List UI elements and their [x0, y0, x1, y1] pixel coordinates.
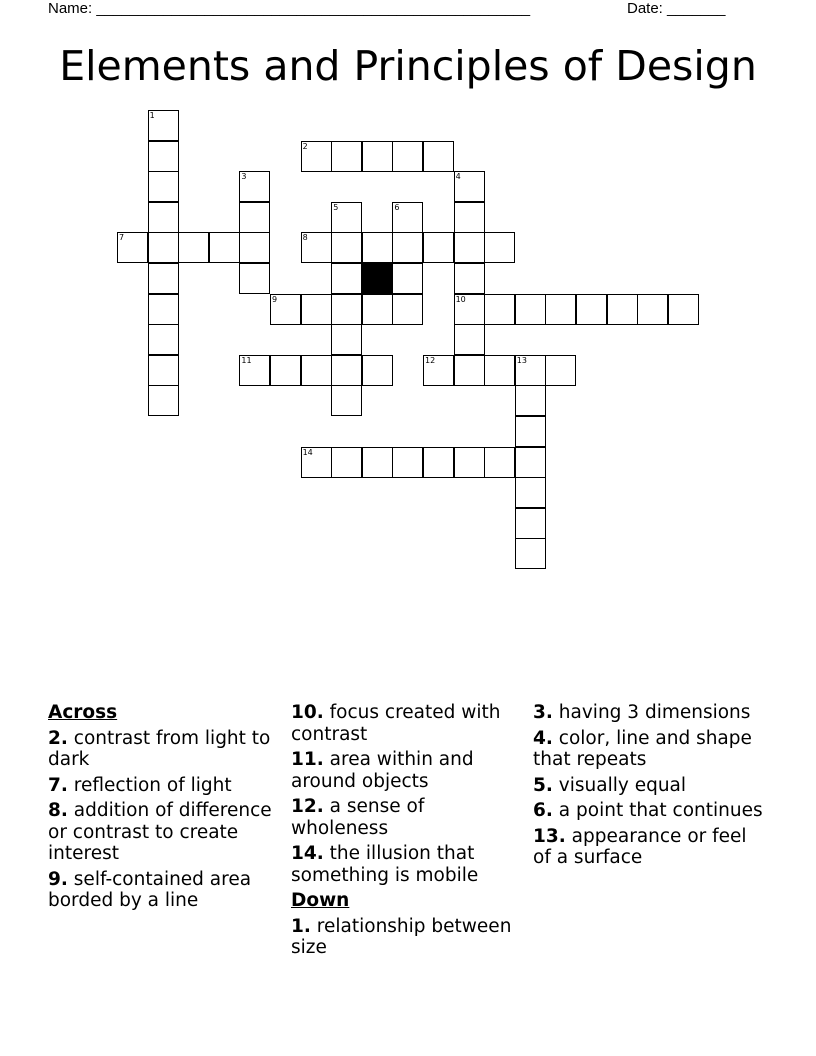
crossword-cell[interactable]	[637, 294, 668, 325]
crossword-cell[interactable]	[515, 508, 546, 539]
cell-number: 3	[241, 172, 247, 182]
crossword-cell[interactable]	[239, 355, 270, 386]
crossword-cell[interactable]	[423, 232, 454, 263]
crossword-cell[interactable]	[392, 263, 423, 294]
clue-text: appearance or feel of a surface	[533, 825, 747, 868]
black-square	[362, 263, 393, 294]
page-title: Elements and Principles of Design	[59, 42, 757, 90]
crossword-cell[interactable]	[331, 263, 362, 294]
crossword-cell[interactable]	[454, 263, 485, 294]
clue-number: 5.	[533, 774, 553, 796]
crossword-cell[interactable]	[454, 324, 485, 355]
clue-text: a point that continues	[558, 800, 763, 821]
name-line: Name: ____________________________________________________	[48, 0, 531, 17]
clue-down-1	[291, 916, 527, 959]
crossword-cell[interactable]	[331, 294, 362, 325]
crossword-cell[interactable]	[239, 232, 270, 263]
crossword-cell[interactable]	[515, 355, 546, 386]
clue-down-5	[533, 775, 769, 797]
cell-number: 12	[425, 355, 436, 365]
crossword-cell[interactable]	[362, 447, 393, 478]
crossword-cell[interactable]	[423, 447, 454, 478]
crossword-cell[interactable]	[148, 232, 179, 263]
crossword-cell[interactable]	[392, 447, 423, 478]
clue-number: 12.	[291, 796, 324, 817]
crossword-cell[interactable]	[331, 232, 362, 263]
cell-number: 1	[149, 111, 155, 120]
crossword-cell[interactable]	[392, 232, 423, 263]
crossword-cell[interactable]	[392, 141, 423, 172]
clue-number: 4.	[533, 727, 553, 749]
crossword-cell[interactable]	[331, 355, 362, 386]
clue-across-2	[48, 728, 284, 771]
crossword-cell[interactable]	[178, 232, 209, 263]
across-heading: Across	[48, 702, 118, 723]
clue-number: 10.	[291, 702, 324, 723]
crossword-cell[interactable]	[515, 385, 546, 416]
cell-number: 13	[516, 355, 527, 365]
cell-number: 10	[455, 294, 466, 304]
crossword-cell[interactable]	[515, 538, 546, 569]
clue-across-14	[291, 843, 527, 886]
date-line: Date: _______	[627, 0, 726, 17]
clue-number: 14.	[291, 843, 324, 864]
clues-column-3	[533, 702, 769, 873]
crossword-cell[interactable]	[331, 324, 362, 355]
clues-column-2	[291, 702, 527, 963]
crossword-cell[interactable]	[301, 355, 332, 386]
crossword-cell[interactable]	[423, 141, 454, 172]
down-heading: Down	[291, 890, 350, 911]
crossword-cell[interactable]	[454, 447, 485, 478]
crossword-cell[interactable]	[148, 171, 179, 202]
crossword-cell[interactable]	[148, 324, 179, 355]
crossword-cell[interactable]	[484, 447, 515, 478]
crossword-cell[interactable]	[484, 355, 515, 386]
crossword-cell[interactable]	[484, 294, 515, 325]
clue-number: 13.	[533, 825, 566, 847]
clue-text: color, line and shape that repeats	[533, 727, 752, 770]
crossword-cell[interactable]	[454, 171, 485, 202]
crossword-cell[interactable]	[454, 202, 485, 233]
clue-text: visually equal	[558, 774, 687, 796]
crossword-cell[interactable]	[454, 294, 485, 325]
crossword-cell[interactable]	[270, 355, 301, 386]
clue-down-13	[533, 826, 769, 869]
cell-number: 14	[302, 447, 313, 457]
clue-text: having 3 dimensions	[558, 702, 751, 723]
crossword-cell[interactable]	[117, 232, 148, 263]
crossword-cell[interactable]	[301, 447, 332, 478]
crossword-cell[interactable]	[301, 232, 332, 263]
clue-across-9	[48, 869, 284, 912]
crossword-cell[interactable]	[239, 171, 270, 202]
clue-across-8	[48, 800, 284, 865]
crossword-cell[interactable]	[515, 477, 546, 508]
crossword-cell[interactable]	[148, 141, 179, 172]
clue-across-7	[48, 775, 284, 797]
clue-number: 1.	[291, 915, 311, 937]
clue-text: contrast from light to dark	[48, 727, 271, 770]
crossword-cell[interactable]	[392, 294, 423, 325]
crossword-cell[interactable]	[331, 447, 362, 478]
crossword-cell[interactable]	[576, 294, 607, 325]
crossword-cell[interactable]	[148, 355, 179, 386]
crossword-cell[interactable]	[392, 202, 423, 233]
crossword-cell[interactable]	[239, 202, 270, 233]
clue-text: the illusion that something is mobile	[291, 843, 479, 886]
clue-across-11	[291, 749, 527, 792]
crossword-cell[interactable]	[148, 202, 179, 233]
clue-number: 6.	[533, 800, 553, 821]
cell-number: 7	[119, 233, 125, 243]
crossword-cell[interactable]	[148, 385, 179, 416]
crossword-cell[interactable]	[362, 355, 393, 386]
crossword-cell[interactable]	[515, 294, 546, 325]
cell-number: 8	[302, 233, 308, 243]
cell-number: 6	[394, 202, 400, 212]
clue-number: 2.	[48, 727, 68, 749]
crossword-cell[interactable]	[454, 232, 485, 263]
cell-number: 9	[272, 294, 278, 304]
clue-number: 3.	[533, 702, 553, 723]
clue-number: 7.	[48, 774, 68, 796]
crossword-cell[interactable]	[148, 263, 179, 294]
clue-down-3	[533, 702, 769, 724]
crossword-cell[interactable]	[362, 141, 393, 172]
clue-number: 11.	[291, 749, 324, 770]
clue-text: addition of difference or contrast to create interest	[48, 800, 272, 864]
crossword-cell[interactable]	[515, 416, 546, 447]
crossword-cell[interactable]	[209, 232, 240, 263]
crossword-cell[interactable]	[362, 232, 393, 263]
cell-number: 4	[455, 172, 461, 182]
clue-text: focus created with contrast	[291, 702, 501, 745]
cell-number: 11	[241, 355, 252, 365]
crossword-cell[interactable]	[148, 294, 179, 325]
clue-text: area within and around objects	[291, 749, 474, 792]
crossword-cell[interactable]	[484, 232, 515, 263]
crossword-cell[interactable]	[239, 263, 270, 294]
crossword-cell[interactable]	[270, 294, 301, 325]
clue-number: 8.	[48, 800, 68, 821]
cell-number: 5	[333, 202, 339, 212]
crossword-cell[interactable]	[515, 447, 546, 478]
clue-number: 9.	[48, 868, 68, 890]
crossword-cell[interactable]	[423, 355, 454, 386]
crossword-cell[interactable]	[545, 294, 576, 325]
crossword-cell[interactable]	[362, 294, 393, 325]
clue-down-6	[533, 800, 769, 822]
clue-text: relationship between size	[291, 915, 512, 958]
crossword-cell[interactable]	[545, 355, 576, 386]
cell-number: 2	[302, 141, 308, 151]
crossword-cell[interactable]	[301, 294, 332, 325]
crossword-cell[interactable]	[148, 110, 179, 141]
crossword-cell[interactable]	[454, 355, 485, 386]
clue-text: a sense of wholeness	[291, 796, 425, 839]
clue-across-12	[291, 796, 527, 839]
crossword-cell[interactable]	[331, 141, 362, 172]
crossword-cell[interactable]	[301, 141, 332, 172]
clues-column-1	[48, 702, 284, 916]
crossword-cell[interactable]	[331, 202, 362, 233]
clue-down-4	[533, 728, 769, 771]
clue-across-10	[291, 702, 527, 745]
clue-text: reflection of light	[73, 774, 232, 796]
clue-text: self-contained area borded by a line	[48, 868, 252, 911]
crossword-cell[interactable]	[331, 385, 362, 416]
crossword-cell[interactable]	[668, 294, 699, 325]
crossword-cell[interactable]	[607, 294, 638, 325]
